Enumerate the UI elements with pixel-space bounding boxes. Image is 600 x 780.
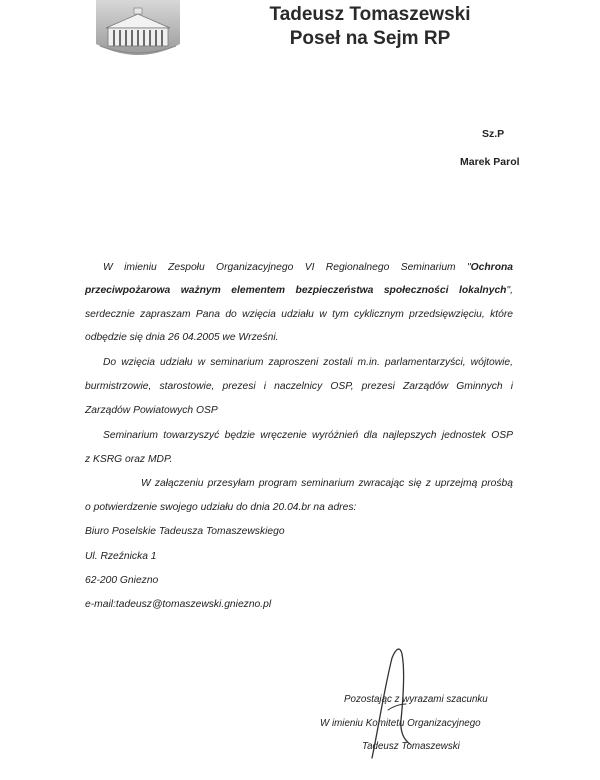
- closing-line-2: W imieniu Komitetu Organizacyjnego: [320, 718, 481, 729]
- address-email: e-mail:tadeusz@tomaszewski.gniezno.pl: [85, 599, 272, 610]
- sender-name: Tadeusz Tomaszewski: [269, 4, 471, 25]
- recipient-salutation: Sz.P: [482, 128, 505, 140]
- paragraph-4-line-1: W załączeniu przesyłam program seminarium zwracając się z uprzejmą prośbą: [141, 478, 513, 489]
- recipient-name: Marek Parol: [460, 156, 520, 168]
- address-street: Ul. Rzeźnicka 1: [85, 551, 157, 562]
- address-office: Biuro Poselskie Tadeusza Tomaszewskiego: [85, 526, 285, 537]
- paragraph-3-line-1: Seminarium towarzyszyć będzie wręczenie wyróżnień dla najlepszych jednostek OSP: [103, 430, 513, 441]
- letter-body: [85, 0, 513, 780]
- address-city: 62-200 Gniezno: [85, 575, 159, 586]
- paragraph-2-line-2: burmistrzowie, starostowie, prezesi i naczelnicy OSP, prezesi Zarządów Gminnych i: [85, 381, 513, 392]
- paragraph-3-line-2: z KSRG oraz MDP.: [85, 454, 173, 465]
- paragraph-1-line-4: odbędzie się dnia 26 04.2005 we Wrześni.: [85, 332, 279, 343]
- paragraph-2-line-3: Zarządów Powiatowych OSP: [85, 405, 218, 416]
- paragraph-1-line-2: przeciwpożarowa ważnym elementem bezpieczeństwa społeczności lokalnych",: [85, 285, 513, 296]
- handwritten-signature: [368, 640, 418, 760]
- paragraph-2-line-1: Do wzięcia udziału w seminarium zaproszeni zostali m.in. parlamentarzyści, wójtowie,: [103, 357, 513, 368]
- paragraph-1-line-3: serdecznie zapraszam Pana do wzięcia udziału w tym cyklicznym przedsięwzięciu, które: [85, 309, 513, 320]
- closing-line-1: Pozostając z wyrazami szacunku: [344, 694, 488, 705]
- paragraph-1-line-1: W imieniu Zespołu Organizacyjnego VI Regionalnego Seminarium "Ochrona: [103, 262, 513, 273]
- closing-line-3: Tadeusz Tomaszewski: [362, 741, 460, 752]
- paragraph-4-line-2: o potwierdzenie swojego udziału do dnia 20.04.br na adres:: [85, 502, 357, 513]
- sender-title: Poseł na Sejm RP: [289, 28, 451, 49]
